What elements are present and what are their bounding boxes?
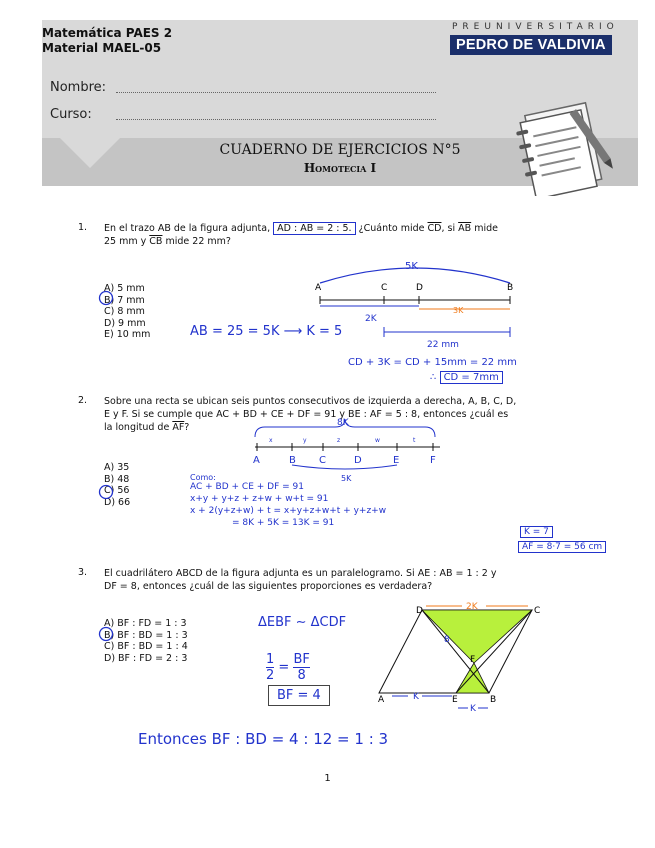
point-e-label: E [393,455,400,466]
ink-af-result: AF = 8·7 = 56 cm [518,541,606,553]
ink-q1-equation: AB = 25 = 5K ⟶ K = 5 [190,324,343,339]
ratio-highlight-box: AD : AB = 2 : 5. [273,222,355,235]
question-3-options [104,618,188,664]
ink-bf-box: BF = 4 [268,685,330,706]
subject-label: Matemática PAES 2 Material MAEL-05 [42,26,173,55]
option-b[interactable]: B) 48 [104,473,130,485]
option-c[interactable]: C) BF : BD = 1 : 4 [104,641,188,652]
question-2-text: Sobre una recta se ubican seis puntos consecutivos de izquierda a derecha, A, B, C, D, E y F. Si se cumple que AC + BD + CE + DF = 91 y BE : AF = 5 : 8, entonces ¿cuál es la longitud de $\overline{AF}$? [104,396,517,433]
ink-k2: K [470,704,476,714]
brand-logo: PEDRO DE VALDIVIA [450,35,612,55]
option-d[interactable]: D) BF : FD = 2 : 3 [104,652,188,664]
ink-3k: 3K [453,306,464,315]
option-a[interactable]: A) BF : FD = 1 : 3 [104,618,187,629]
question-1-number: 1. [78,222,88,233]
ink-q1-equation-2: CD + 3K = CD + 15mm = 22 mm [348,357,517,368]
point-a-label: A [378,695,385,705]
ink-8k: 8K [337,418,349,428]
ink-k1: K [413,692,419,702]
option-d[interactable]: D) 9 mm [104,317,146,329]
option-a[interactable]: A) 5 mm [104,283,145,294]
option-d[interactable]: D) 66 [104,496,131,508]
question-1-text: En el trazo AB de la figura adjunta, AD : AB = 2 : 5. ¿Cuánto mide $\overline{CD}$, si $\overline{AB}$ mide 25 mm y $\overline{CB}$ mide 22 mm? [104,223,498,247]
brand-caption: PREUNIVERSITARIO [452,22,619,32]
point-a-label: A [253,455,260,466]
ink-22mm: 22 mm [427,340,459,350]
question-2-number: 2. [78,395,88,406]
ink-proportion: $\frac{1}{2}$ = $\frac{BF}{8}$ [266,652,310,683]
page-header [42,20,638,196]
page-number: 1 [324,773,331,784]
var-w: w [375,437,380,444]
var-z: z [337,437,341,444]
point-d-label: D [416,283,423,293]
ink-2k: 2K [365,314,377,324]
question-3-number: 3. [78,567,88,578]
option-a[interactable]: A) 35 [104,462,130,473]
ink-similarity: ΔEBF ∼ ΔCDF [258,615,347,630]
name-field: Nombre: [50,80,106,95]
ink-q2-work: AC + BD + CE + DF = 91 x+y + y+z + z+w + w+t = 91 x + 2(y+z+w) + t = x+y+z+w+t + y+z+w = 8K + 5K = 13K = 91 [190,482,387,528]
point-f-label: F [430,455,436,466]
var-x: x [269,437,273,444]
var-y: y [303,437,307,444]
var-t: t [413,437,416,444]
point-c-label: C [319,455,326,466]
point-d-label: D [354,455,362,466]
point-b-label: B [490,695,497,705]
ink-como: Como: [190,473,216,482]
option-c[interactable]: C) 8 mm [104,306,145,317]
point-c-label: C [381,283,388,293]
option-b[interactable]: B) 7 mm [104,294,145,306]
point-a-label: A [315,283,322,293]
point-d-label: D [416,606,423,616]
option-c[interactable]: C) 56 [104,485,130,496]
ink-5k: 5K [405,261,418,272]
ink-8: 8 [444,635,450,645]
figure-q3 [378,600,540,715]
answer-circle-q1 [98,290,114,306]
figure-q2 [245,415,455,485]
figure-q1 [305,255,525,355]
point-b-label: B [507,283,514,293]
page-title: CUADERNO DE EJERCICIOS N°5 [219,142,461,158]
page-subtitle: Homotecia I [303,161,377,175]
ink-q3-conclusion: Entonces BF : BD = 4 : 12 = 1 : 3 [138,730,389,748]
notepad-icon [510,96,620,196]
option-b[interactable]: B) BF : BD = 1 : 3 [104,629,188,641]
ink-2k: 2K [466,602,478,612]
option-e[interactable]: E) 10 mm [104,329,151,340]
ink-k-result: K = 7 [520,526,553,538]
answer-circle-q2 [98,484,114,500]
point-e-label: E [452,695,458,705]
point-b-label: B [289,455,296,466]
point-f-label: F [470,655,476,665]
ink-q1-answer: ∴ CD = 7mm [430,372,503,383]
question-3-text: El cuadrilátero ABCD de la figura adjunta es un paralelogramo. Si AE : AB = 1 : 2 y DF = 8, entonces ¿cuál de las siguientes proporciones es verdadera? [104,568,497,592]
course-field: Curso: [50,107,92,122]
answer-circle-q3 [98,626,114,642]
point-c-label: C [534,606,540,616]
ink-5k: 5K [341,474,352,483]
